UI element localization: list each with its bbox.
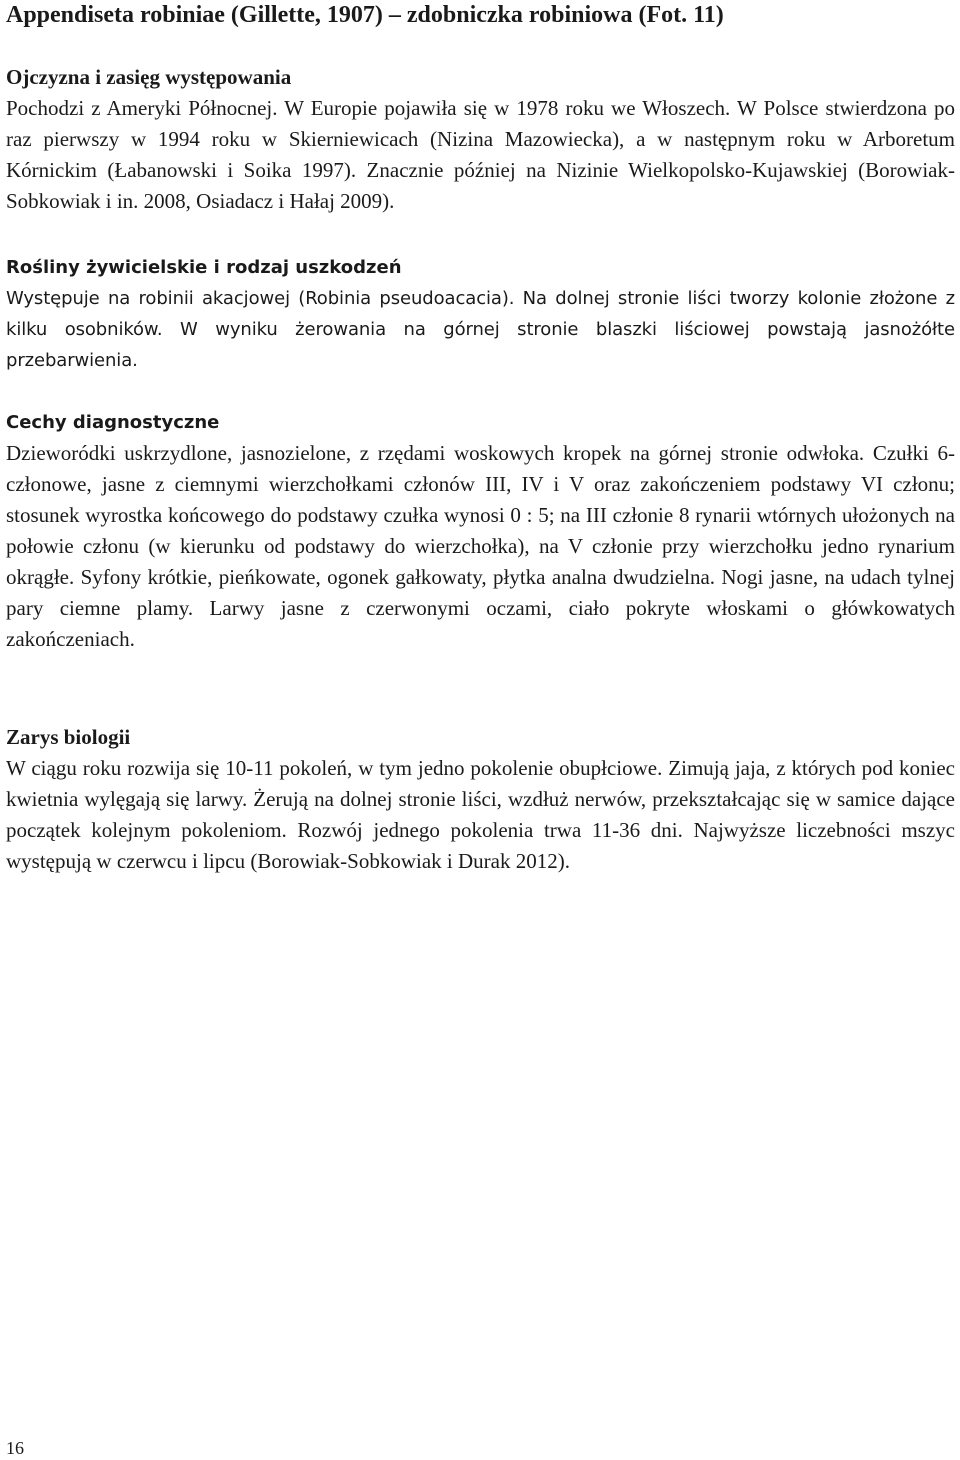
section-body: Pochodzi z Ameryki Północnej. W Europie pojawiła się w 1978 roku we Włoszech. W Polsce stwierdzona po raz pierwszy w 1994 roku w Skierniewicach (Nizina Mazowiecka), a w następnym roku w Arboretum Kórnickim (Łabanowski i Soika 1997). Znacznie później na Nizinie Wielkopolsko-Kujawskiej (Borowiak-Sobkowiak i in. 2008, Osiadacz i Hałaj 2009). <box>6 96 955 213</box>
section-biology <box>6 722 955 877</box>
section-origin <box>6 62 955 217</box>
section-diagnostics-heading <box>6 407 955 438</box>
section-heading: Rośliny żywicielskie i rodzaj uszkodzeń <box>6 257 402 278</box>
section-heading: Cechy diagnostyczne <box>6 412 220 433</box>
section-heading: Ojczyzna i zasięg występowania <box>6 65 292 89</box>
section-body: Występuje na robinii akacjowej (Robinia pseudoacacia). Na dolnej stronie liści tworzy kolonie złożone z kilku osobników. W wyniku żerowania na górnej stronie blaszki liściowej powstają jasnożółte przebarwienia. <box>6 288 955 371</box>
page-number: 16 <box>6 1438 24 1458</box>
section-host-plants <box>6 252 955 376</box>
section-body: Dzieworódki uskrzydlone, jasnozielone, z rzędami woskowych kropek na górnej stronie odwłoka. Czułki 6-członowe, jasne z ciemnymi wierzchołkami członów III, IV i V oraz zakończeniem podstawy VI członu; stosunek wyrostka końcowego do podstawy czułka wynosi 0 : 5; na III członie 8 rynarii wtórnych ułożonych na połowie członu (w kierunku od podstawy do wierzchołka), na V członie przy wierzchołku jedno rynarium okrągłe. Syfony krótkie, pieńkowate, ogonek gałkowaty, płytka analna dwudzielna. Nogi jasne, na udach tylnej pary ciemne plamy. Larwy jasne z czerwonymi oczami, ciało pokryte włoskami o główkowatych zakończeniach. <box>6 441 955 651</box>
title-photo-ref: (Fot. 11) <box>632 2 724 28</box>
section-heading: Zarys biologii <box>6 725 131 749</box>
title-species: Appendiseta robiniae (Gillette, 1907) – <box>6 2 407 28</box>
section-body: W ciągu roku rozwija się 10-11 pokoleń, w tym jedno pokolenie obupłciowe. Zimują jaja, z których pod koniec kwietnia wylęgają się larwy. Żerują na dolnej stronie liści, wzdłuż nerwów, przekształcając się w samice dające początek kolejnym pokoleniom. Rozwój jednego pokolenia trwa 11-36 dni. Najwyższe liczebności mszyc występują w czerwcu i lipcu (Borowiak-Sobkowiak i Durak 2012). <box>6 756 955 873</box>
document-title <box>6 0 955 30</box>
section-diagnostics <box>6 438 955 655</box>
title-polish-name: zdobniczka robiniowa <box>406 2 633 28</box>
document-page <box>6 0 955 30</box>
